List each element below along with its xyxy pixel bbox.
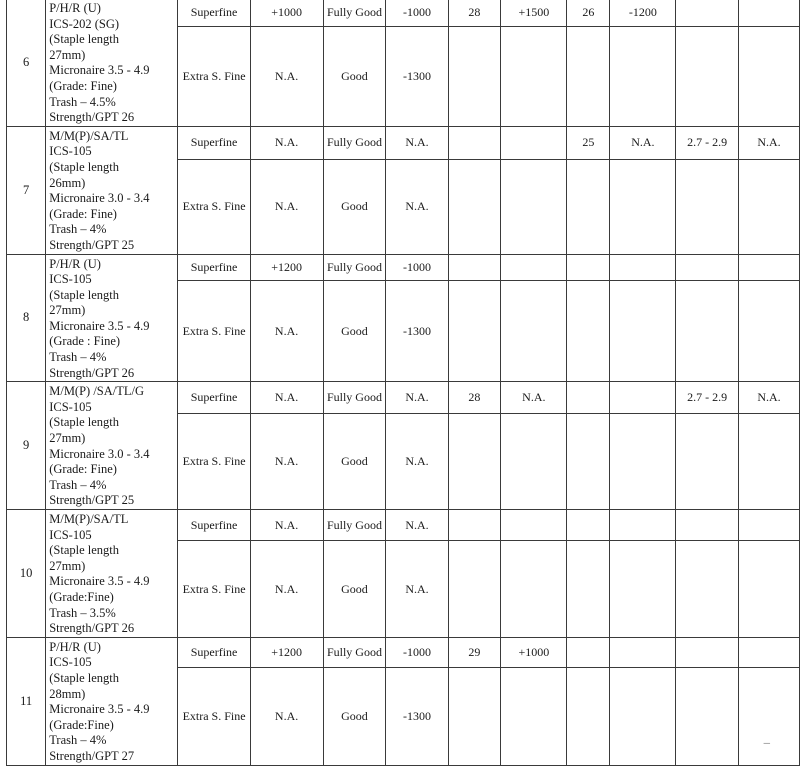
value-cell: Good [323,414,386,510]
value-cell: Fully Good [323,126,386,159]
value-cell: 2.7 - 2.9 [676,126,739,159]
value-cell [501,159,567,254]
value-cell: N.A. [386,510,448,541]
cotton-grade-table [6,0,800,766]
description-line: ICS-202 (SG) [49,16,120,31]
table-row [7,0,800,27]
value-cell [739,510,800,541]
description-line: Strength/GPT 26 [49,110,135,125]
value-cell [501,280,567,381]
value-cell: Good [323,541,386,637]
description-line: Micronaire 3.5 - 4.9 [49,63,150,78]
value-cell: N.A. [386,382,448,414]
value-cell: +1200 [250,637,323,667]
value-cell [739,159,800,254]
value-cell [610,414,676,510]
description-line: ICS-105 [49,655,92,670]
value-cell: +1500 [501,0,567,27]
value-cell: -1000 [386,637,448,667]
variety-description [46,510,178,638]
value-cell: +1000 [250,0,323,27]
value-cell: -1000 [386,0,448,27]
description-line: 27mm) [49,303,86,318]
value-cell: N.A. [250,280,323,381]
description-line: Micronaire 3.5 - 4.9 [49,574,150,589]
value-cell [676,510,739,541]
value-cell: 25 [567,126,610,159]
description-line: (Grade: Fine) [49,78,117,93]
value-cell [676,0,739,27]
table-row [7,637,800,667]
value-cell [739,27,800,127]
value-cell: 28 [448,382,501,414]
value-cell: 28 [448,0,501,27]
description-line: P/H/R (U) [49,639,101,654]
value-cell [448,254,501,280]
description-line: Strength/GPT 25 [49,237,135,252]
value-cell: N.A. [250,126,323,159]
value-cell: N.A. [610,126,676,159]
value-cell: N.A. [386,541,448,637]
value-cell: N.A. [386,126,448,159]
value-cell: Fully Good [323,510,386,541]
value-cell: Fully Good [323,254,386,280]
description-line: M/M(P) /SA/TL/G [49,384,145,399]
description-line: Trash – 3.5% [49,605,116,620]
description-line: Micronaire 3.5 - 4.9 [49,318,150,333]
value-cell [448,668,501,765]
value-cell: N.A. [250,382,323,414]
value-cell [501,27,567,127]
value-cell: -1300 [386,27,448,127]
page-number-mark: ─ [763,738,770,748]
value-cell [567,668,610,765]
description-line: (Staple length [49,670,120,685]
description-line: Micronaire 3.5 - 4.9 [49,702,150,717]
value-cell [610,280,676,381]
value-cell [610,541,676,637]
grade-cell: Extra S. Fine [178,668,250,765]
table-row [7,254,800,280]
value-cell [567,382,610,414]
description-line: (Grade: Fine) [49,462,117,477]
value-cell [739,637,800,667]
value-cell [676,159,739,254]
grade-cell: Extra S. Fine [178,414,250,510]
value-cell [448,510,501,541]
value-cell: N.A. [386,159,448,254]
value-cell [610,382,676,414]
description-line: Strength/GPT 26 [49,621,135,636]
value-cell [739,668,800,765]
value-cell: -1300 [386,280,448,381]
value-cell [739,254,800,280]
row-index: 7 [7,126,46,254]
value-cell [448,27,501,127]
value-cell: N.A. [250,541,323,637]
grade-cell: Extra S. Fine [178,541,250,637]
value-cell: 2.7 - 2.9 [676,382,739,414]
grade-cell: Superfine [178,0,250,27]
description-line: (Staple length [49,32,120,47]
description-line: (Staple length [49,159,120,174]
description-line: (Staple length [49,543,120,558]
value-cell [448,414,501,510]
row-index: 6 [7,0,46,126]
value-cell: 26 [567,0,610,27]
grade-cell: Superfine [178,254,250,280]
description-line: Strength/GPT 25 [49,493,135,508]
description-line: 27mm) [49,431,86,446]
value-cell [610,668,676,765]
value-cell [448,159,501,254]
value-cell: Fully Good [323,0,386,27]
value-cell [448,280,501,381]
table-row [7,126,800,159]
value-cell [501,126,567,159]
value-cell: Good [323,27,386,127]
value-cell [501,510,567,541]
value-cell [448,541,501,637]
value-cell: +1000 [501,637,567,667]
value-cell: N.A. [250,510,323,541]
description-line: Trash – 4% [49,733,107,748]
value-cell: Good [323,668,386,765]
value-cell [610,159,676,254]
row-index: 10 [7,510,46,638]
value-cell: -1000 [386,254,448,280]
value-cell [739,414,800,510]
value-cell [739,541,800,637]
description-line: ICS-105 [49,272,92,287]
grade-cell: Extra S. Fine [178,27,250,127]
description-line: ICS-105 [49,527,92,542]
grade-cell: Extra S. Fine [178,280,250,381]
grade-cell: Superfine [178,637,250,667]
value-cell [501,414,567,510]
value-cell [676,541,739,637]
value-cell [676,637,739,667]
value-cell [610,510,676,541]
value-cell [676,414,739,510]
value-cell: N.A. [739,126,800,159]
variety-description [46,126,178,254]
grade-cell: Superfine [178,126,250,159]
variety-description [46,254,178,382]
description-line: Trash – 4.5% [49,94,116,109]
table-row [7,510,800,541]
value-cell [501,668,567,765]
value-cell [567,510,610,541]
description-line: (Grade : Fine) [49,334,121,349]
table-row [7,382,800,414]
value-cell [676,280,739,381]
description-line: Strength/GPT 27 [49,748,135,763]
description-line: (Staple length [49,287,120,302]
description-line: (Grade:Fine) [49,589,114,604]
value-cell [567,637,610,667]
value-cell [739,0,800,27]
description-line: ICS-105 [49,144,92,159]
description-line: Trash – 4% [49,222,107,237]
description-line: (Grade:Fine) [49,717,114,732]
value-cell [676,254,739,280]
value-cell [567,280,610,381]
value-cell [567,159,610,254]
description-line: 28mm) [49,686,86,701]
description-line: (Staple length [49,415,120,430]
row-index: 8 [7,254,46,382]
grade-cell: Extra S. Fine [178,159,250,254]
description-line: ICS-105 [49,399,92,414]
value-cell: N.A. [501,382,567,414]
value-cell [610,254,676,280]
row-index: 11 [7,637,46,765]
value-cell: Good [323,280,386,381]
variety-description [46,0,178,126]
description-line: 27mm) [49,47,86,62]
value-cell [501,541,567,637]
value-cell [501,254,567,280]
value-cell: +1200 [250,254,323,280]
value-cell [739,280,800,381]
value-cell [610,27,676,127]
description-line: Micronaire 3.0 - 3.4 [49,446,150,461]
value-cell [610,637,676,667]
description-line: P/H/R (U) [49,256,101,271]
value-cell: N.A. [250,159,323,254]
value-cell: N.A. [739,382,800,414]
variety-description [46,382,178,510]
value-cell: Fully Good [323,637,386,667]
value-cell: -1200 [610,0,676,27]
value-cell [567,414,610,510]
value-cell: -1300 [386,668,448,765]
value-cell: N.A. [250,668,323,765]
description-line: 27mm) [49,558,86,573]
description-line: Trash – 4% [49,350,107,365]
value-cell: N.A. [250,414,323,510]
value-cell: N.A. [250,27,323,127]
variety-description [46,637,178,765]
value-cell [567,27,610,127]
value-cell [676,27,739,127]
description-line: M/M(P)/SA/TL [49,512,129,526]
grade-cell: Superfine [178,510,250,541]
value-cell [676,668,739,765]
value-cell: Fully Good [323,382,386,414]
description-line: (Grade: Fine) [49,206,117,221]
value-cell: N.A. [386,414,448,510]
description-line: M/M(P)/SA/TL [49,128,129,143]
description-line: Trash – 4% [49,477,107,492]
description-line: Micronaire 3.0 - 3.4 [49,191,150,206]
row-index: 9 [7,382,46,510]
value-cell [567,541,610,637]
value-cell: 29 [448,637,501,667]
description-line: Strength/GPT 26 [49,365,135,380]
grade-cell: Superfine [178,382,250,414]
value-cell [448,126,501,159]
description-line: P/H/R (U) [49,1,101,15]
value-cell: Good [323,159,386,254]
value-cell [567,254,610,280]
description-line: 26mm) [49,175,86,190]
